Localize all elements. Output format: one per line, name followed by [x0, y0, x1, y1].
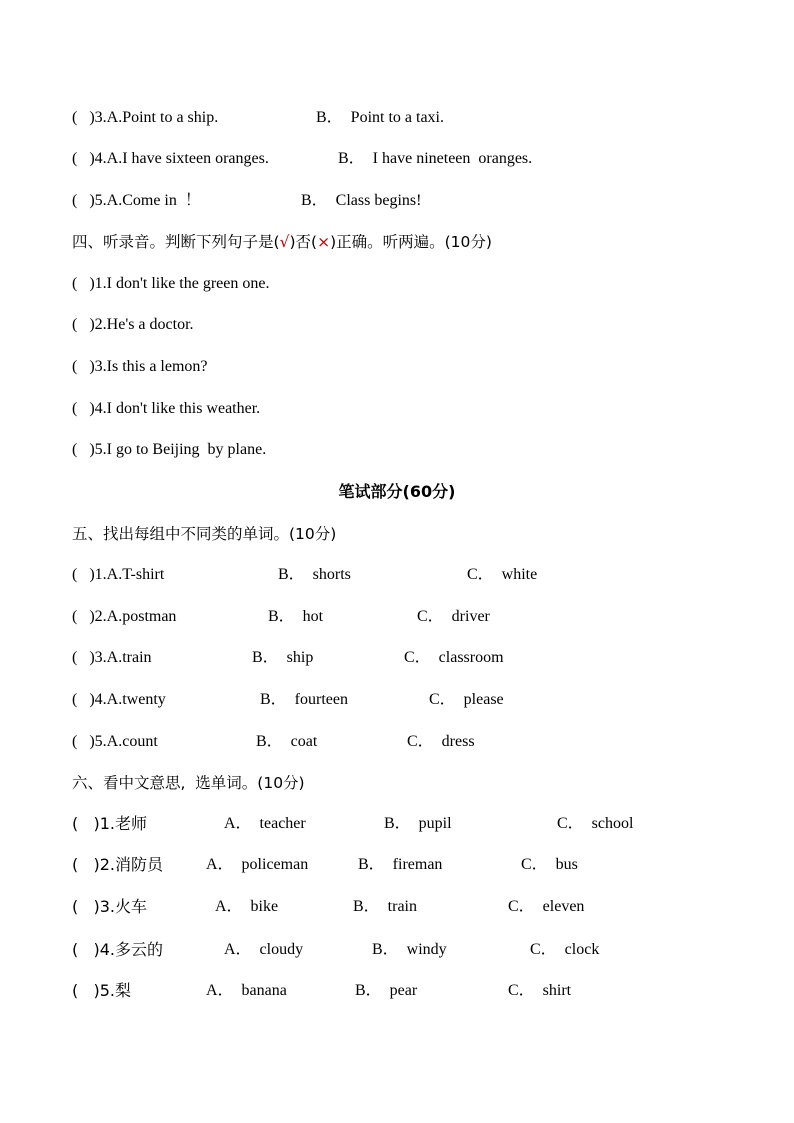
option-c: C． dress — [407, 733, 475, 750]
item-stem: ( )5.梨 — [72, 981, 132, 1000]
item-stem: ( )1.老师 — [72, 814, 148, 833]
judge-item-1: ( )1.I don't like the green one. — [72, 275, 270, 292]
option-c: C． white — [467, 566, 538, 583]
judge-item-3: ( )3.Is this a lemon? — [72, 358, 208, 375]
option-a: A． policeman — [206, 856, 309, 873]
option-b: B． shorts — [278, 566, 351, 583]
option-b: B． coat — [256, 733, 318, 750]
option-b: B． windy — [372, 941, 447, 958]
listening-item-5 — [72, 189, 422, 213]
option-a: A． cloudy — [224, 941, 304, 958]
judge-item-5: ( )5.I go to Beijing by plane. — [72, 441, 267, 458]
odd-one-out-item-5 — [72, 730, 475, 754]
option-a: A． teacher — [224, 815, 306, 832]
item-stem: ( )5.A.Come in ！ — [72, 192, 201, 209]
option-b: B． pear — [355, 982, 418, 999]
heading-text: )正确。听两遍。(10分) — [330, 233, 492, 251]
option-a: A． banana — [206, 982, 287, 999]
option-c: C． please — [429, 691, 504, 708]
option-c: C． shirt — [508, 982, 572, 999]
item-stem: ( )4.A.I have sixteen oranges. — [72, 150, 269, 167]
option-a: A． bike — [215, 898, 279, 915]
word-choice-item-2 — [72, 853, 578, 877]
section-4-heading — [72, 230, 492, 254]
check-mark: √ — [279, 233, 290, 251]
listening-item-4 — [72, 147, 533, 171]
item-stem: ( )4.多云的 — [72, 940, 164, 959]
option-b: B． I have nineteen oranges. — [338, 150, 533, 167]
option-b: B． Class begins! — [301, 192, 422, 209]
option-a: ( )3.A.train — [72, 649, 152, 666]
option-c: C． school — [557, 815, 634, 832]
item-stem: ( )2.消防员 — [72, 855, 164, 874]
option-b: B． fireman — [358, 856, 443, 873]
section-5-heading: 五、找出每组中不同类的单词。(10分) — [72, 525, 337, 543]
cross-mark: × — [317, 233, 331, 251]
option-b: B． fourteen — [260, 691, 348, 708]
option-a: ( )4.A.twenty — [72, 691, 166, 708]
option-c: C． bus — [521, 856, 578, 873]
section-6-heading: 六、看中文意思, 选单词。(10分) — [72, 774, 305, 792]
option-a: ( )1.A.T-shirt — [72, 566, 165, 583]
option-c: C． classroom — [404, 649, 504, 666]
option-a: ( )5.A.count — [72, 733, 158, 750]
odd-one-out-item-2 — [72, 605, 490, 629]
option-b: B． Point to a taxi. — [316, 109, 445, 126]
judge-item-2: ( )2.He's a doctor. — [72, 316, 194, 333]
odd-one-out-item-4 — [72, 688, 504, 712]
odd-one-out-item-1 — [72, 563, 538, 587]
item-stem: ( )3.A.Point to a ship. — [72, 109, 219, 126]
written-part-title: 笔试部分(60分) — [338, 482, 456, 501]
word-choice-item-1 — [72, 812, 634, 836]
item-stem: ( )3.火车 — [72, 897, 148, 916]
heading-text: 四、听录音。判断下列句子是( — [72, 233, 280, 251]
option-b: B． hot — [268, 608, 324, 625]
option-c: C． driver — [417, 608, 490, 625]
word-choice-item-4 — [72, 938, 600, 962]
word-choice-item-5 — [72, 979, 572, 1003]
listening-item-3 — [72, 106, 445, 130]
option-c: C． eleven — [508, 898, 585, 915]
option-b: B． ship — [252, 649, 314, 666]
odd-one-out-item-3 — [72, 646, 504, 670]
word-choice-item-3 — [72, 895, 585, 919]
judge-item-4: ( )4.I don't like this weather. — [72, 400, 261, 417]
option-a: ( )2.A.postman — [72, 608, 177, 625]
option-b: B． pupil — [384, 815, 452, 832]
option-b: B． train — [353, 898, 417, 915]
option-c: C． clock — [530, 941, 600, 958]
heading-text: )否( — [289, 233, 318, 251]
